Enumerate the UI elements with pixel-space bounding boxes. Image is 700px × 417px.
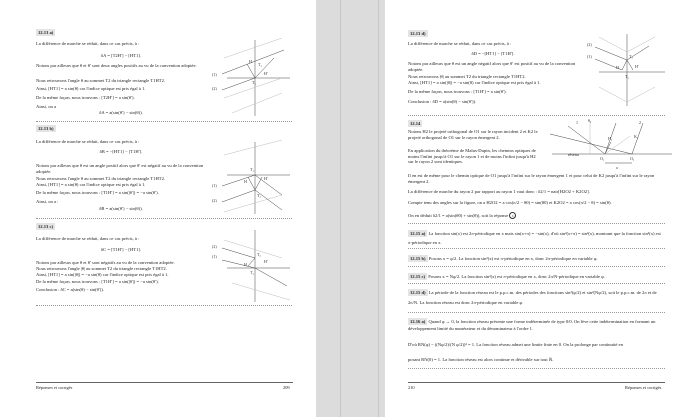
section-divider <box>408 312 665 313</box>
formula: δD = −[HT1] − [T1H′]. <box>471 51 515 56</box>
section-heading: 12.13 c) <box>38 224 54 229</box>
formula: δB = a(sin(θ′) − sin(θ)). <box>99 206 143 211</box>
section-divider <box>36 305 292 306</box>
paragraph: La différence de marche se réduit, dans ce cas précis, à : <box>408 41 512 46</box>
section-heading: 12.15 a) <box>410 231 426 236</box>
footer-rule <box>36 382 293 383</box>
diagram-12-13d <box>587 32 671 108</box>
svg-text:K₂: K₂ <box>634 134 639 139</box>
paragraph: La différence de marche se réduit, dans ce cas précis, à : <box>36 41 140 46</box>
svg-text:H₂: H₂ <box>608 136 613 141</box>
footer-rule <box>408 382 665 383</box>
paragraph: De la même façon, nous trouvons : [T1H′] = a sin(θ′). <box>408 89 507 94</box>
svg-text:T₁: T₁ <box>258 62 262 67</box>
paragraph: Notons par ailleurs que θ et θ′ sont deux angles positifs au vu de la convention adoptée. <box>36 63 197 68</box>
diagram-12-13b <box>212 140 296 216</box>
svg-text:(2): (2) <box>212 86 217 91</box>
section-heading: 12.16 a) <box>410 319 426 324</box>
svg-text:O₂: O₂ <box>630 156 635 161</box>
paragraph: Nous retrouvons l'angle θ au sommet T2 du triangle rectangle T1HT2. <box>36 78 166 83</box>
diagram-12-13c <box>212 228 296 304</box>
svg-text:H′: H′ <box>264 71 268 76</box>
paragraph: Ainsi, [HT1] = a sin(|θ|) = −a sin(θ) car l'indice optique est pris égal à 1. <box>36 272 169 277</box>
section-12-15a <box>408 229 665 247</box>
paragraph: posant RN(0) = 1. La fonction réseau est alors continue et dérivable sur tout ℝ. <box>408 357 554 362</box>
gutter-divider <box>340 0 341 417</box>
svg-text:H′: H′ <box>635 64 639 69</box>
svg-text:(1): (1) <box>212 183 217 188</box>
formula: δA = a(sin(θ′) − sin(θ)). <box>99 110 143 115</box>
section-divider <box>408 115 665 116</box>
section-heading: 12.13 d) <box>410 31 426 36</box>
diagram-12-13a <box>212 38 296 118</box>
section-heading: 12.14 <box>410 121 421 126</box>
footer-title: Réponses et corrigés <box>625 385 662 390</box>
paragraph: Nous retrouvons l'angle |θ| au sommet T2 du triangle rectangle T1HT2. <box>36 266 167 271</box>
svg-text:θ₀: θ₀ <box>588 118 592 123</box>
svg-text:T₂: T₂ <box>629 54 633 59</box>
svg-text:T₂: T₂ <box>257 193 261 198</box>
page-210 <box>385 0 700 417</box>
paragraph: D'où RN(φ) ~ ((Nφ/2)/(N φ/2))² = 1. La fonction réseau admet une limite finie en 0. On la prolonge par continuité en <box>408 342 623 347</box>
section-12-15c <box>408 272 665 281</box>
section-12-15b <box>408 254 665 263</box>
svg-text:O₁: O₁ <box>600 156 605 161</box>
svg-text:H: H <box>249 59 252 64</box>
svg-text:H′: H′ <box>264 259 268 264</box>
paragraph: Compte tenu des angles sur la figure, on a H2O2 = a cos(π/2 − θ0) = sin(θ0) et K2O2 = a cos(π/2 − θ) = sin(θ). <box>408 200 612 205</box>
svg-text:(1): (1) <box>212 254 217 259</box>
formula: δC = [T1H′] − [HT1]. <box>100 247 142 252</box>
svg-text:T₁: T₁ <box>625 74 629 79</box>
paragraph: Notons H2 le projeté orthogonal de O1 sur le rayon incident 2 et K2 le projeté orthogonal de O1 sur le rayon émergent 2. <box>408 129 538 140</box>
section-divider <box>408 266 665 267</box>
paragraph: De la même façon, nous trouvons : [T1H′] = a sin(|θ′|) = −a sin(θ′). <box>36 190 159 195</box>
section-divider <box>408 223 665 224</box>
paragraph: De la même façon, nous trouvons : [T2H′] = a sin(θ′). <box>36 95 135 100</box>
page-209 <box>0 0 316 417</box>
paragraph: La fonction sin(x) est 2π-périodique en x mais sin(x+π) = −sin(x), d'où sin²(x+π) = sin²(x), montrant que la fonction sin²(x) est π-périodique en x. <box>408 231 661 245</box>
section-heading: 12.15 b) <box>410 256 426 261</box>
formula: δB = −[HT1] − [T1H′]. <box>99 149 143 154</box>
svg-text:T₂: T₂ <box>257 252 261 257</box>
paragraph: Ainsi, [HT1] = a sin(θ) car l'indice optique est pris égal à 1. <box>36 182 146 187</box>
figure-label: réseau <box>568 152 579 157</box>
paragraph <box>408 212 516 219</box>
section-divider <box>408 368 665 369</box>
paragraph: Conclusion : δC = a(sin(θ) − sin(θ′)). <box>36 287 104 292</box>
svg-text:H: H <box>244 262 247 267</box>
paragraph: Quand φ → 0, la fonction réseau présente une forme indéterminée de type 0/0. On lève cette indétermination en formant un développement limité du numérateur et du dénominateur à l'ordre 1. <box>408 319 656 331</box>
section-divider <box>36 121 292 122</box>
section-divider <box>36 218 292 219</box>
paragraph: Ainsi, on a <box>36 104 57 109</box>
paragraph: Ainsi, [HT1] = a sin(θ) car l'indice optique est pris égal à 1. <box>36 86 146 91</box>
paragraph: Il en est de même pour le chemin optique de O1 jusqu'à l'infini sur le rayon émergent 1 et pour celui de K2 jusqu'à l'infini sur le rayon émergent 2. <box>408 173 655 184</box>
paragraph: La période de la fonction réseau est le p.p.c.m. des périodes des fonctions sin²(φ/2) et sin²(Nφ/2), soit le p.p.c.m. de 2π et de 2π/N. La fonction réseau est donc 2π-périodique en variable φ. <box>408 290 657 305</box>
svg-text:(2): (2) <box>212 198 217 203</box>
answer-circle: c <box>509 212 516 219</box>
paragraph: Notons par ailleurs que θ est un angle positif alors que θ′ est négatif au vu de la convention adoptée. <box>36 163 204 174</box>
page-number: 209 <box>283 385 290 390</box>
paragraph: Posons x = Nφ/2. La fonction sin²(x) est π-périodique en x, donc 2π/N-périodique en variable φ. <box>428 274 605 279</box>
paragraph: La différence de marche du rayon 2 par rapport au rayon 1 vaut donc : δ2/1 = nair[H2O2 + K2O2]. <box>408 189 590 194</box>
section-divider <box>408 283 665 284</box>
diagram-12-14 <box>550 118 675 170</box>
section-heading: 12.13 b) <box>38 126 54 131</box>
svg-text:T₁: T₁ <box>250 270 254 275</box>
paragraph: La différence de marche se réduit, dans ce cas précis, à : <box>36 139 140 144</box>
paragraph: De la même façon, nous trouvons : [T1H′] = a sin(|θ′|) = −a sin(θ′). <box>36 279 159 284</box>
paragraph: En application du théorème de Malus-Dupin, les chemins optiques de moins l'infini jusqu'à O1 sur le rayon 1 et de moins l'infini jusqu'à H2 sur le rayon 2 sont identiques. <box>408 148 536 165</box>
paragraph: Nous retrouvons l'angle θ au sommet T2 du triangle rectangle T1HT2. <box>36 176 166 181</box>
svg-text:H: H <box>616 65 619 70</box>
section-12-15d <box>408 288 665 308</box>
svg-text:T₂: T₂ <box>252 80 256 85</box>
svg-text:a: a <box>616 165 618 170</box>
paragraph: Notons par ailleurs que θ et θ′ sont négatifs au vu de la convention adoptée. <box>36 260 175 265</box>
svg-text:H: H <box>244 179 247 184</box>
svg-text:T₁: T₁ <box>250 167 254 172</box>
formula: δA = [T2H′] − [HT1]. <box>100 53 142 58</box>
answer-text: On en déduit δ2/1 = a(sin(θ0) + sin(θ)), soit la réponse <box>408 213 509 218</box>
paragraph: Nous retrouvons |θ| au sommet T2 du triangle rectangle T1HT2. <box>408 74 526 79</box>
svg-text:H′: H′ <box>264 176 268 181</box>
section-heading: 12.13 a) <box>38 30 54 35</box>
gutter-divider <box>378 0 379 417</box>
paragraph: Notons par ailleurs que θ est un angle négatif alors que θ′ est positif au vu de la convention adoptée. <box>408 61 576 72</box>
page-number: 210 <box>408 385 415 390</box>
section-12-16a <box>408 318 665 332</box>
section-divider <box>408 248 665 249</box>
paragraph: Ainsi, on a : <box>36 199 59 204</box>
svg-text:2: 2 <box>639 120 641 125</box>
footer-title: Réponses et corrigés <box>36 385 73 390</box>
svg-text:(2): (2) <box>587 42 592 47</box>
svg-text:1: 1 <box>576 120 578 125</box>
svg-text:(1): (1) <box>212 72 217 77</box>
svg-text:(2): (2) <box>212 244 217 249</box>
paragraph: Posons x = φ/2. La fonction sin²(x) est π-périodique en x, donc 2π-périodique en variable φ. <box>428 256 598 261</box>
section-heading: 12.15 c) <box>410 274 426 279</box>
svg-text:(1): (1) <box>587 54 592 59</box>
paragraph: La différence de marche se réduit, dans ce cas précis, à : <box>36 236 140 241</box>
paragraph: Conclusion : δD = a(sin(θ) − sin(θ′)). <box>408 99 477 104</box>
section-heading: 12.15 d) <box>410 290 426 295</box>
paragraph: Ainsi, [HT1] = a sin(|θ|) = −a sin(θ) car l'indice optique est pris égal à 1. <box>408 80 541 85</box>
